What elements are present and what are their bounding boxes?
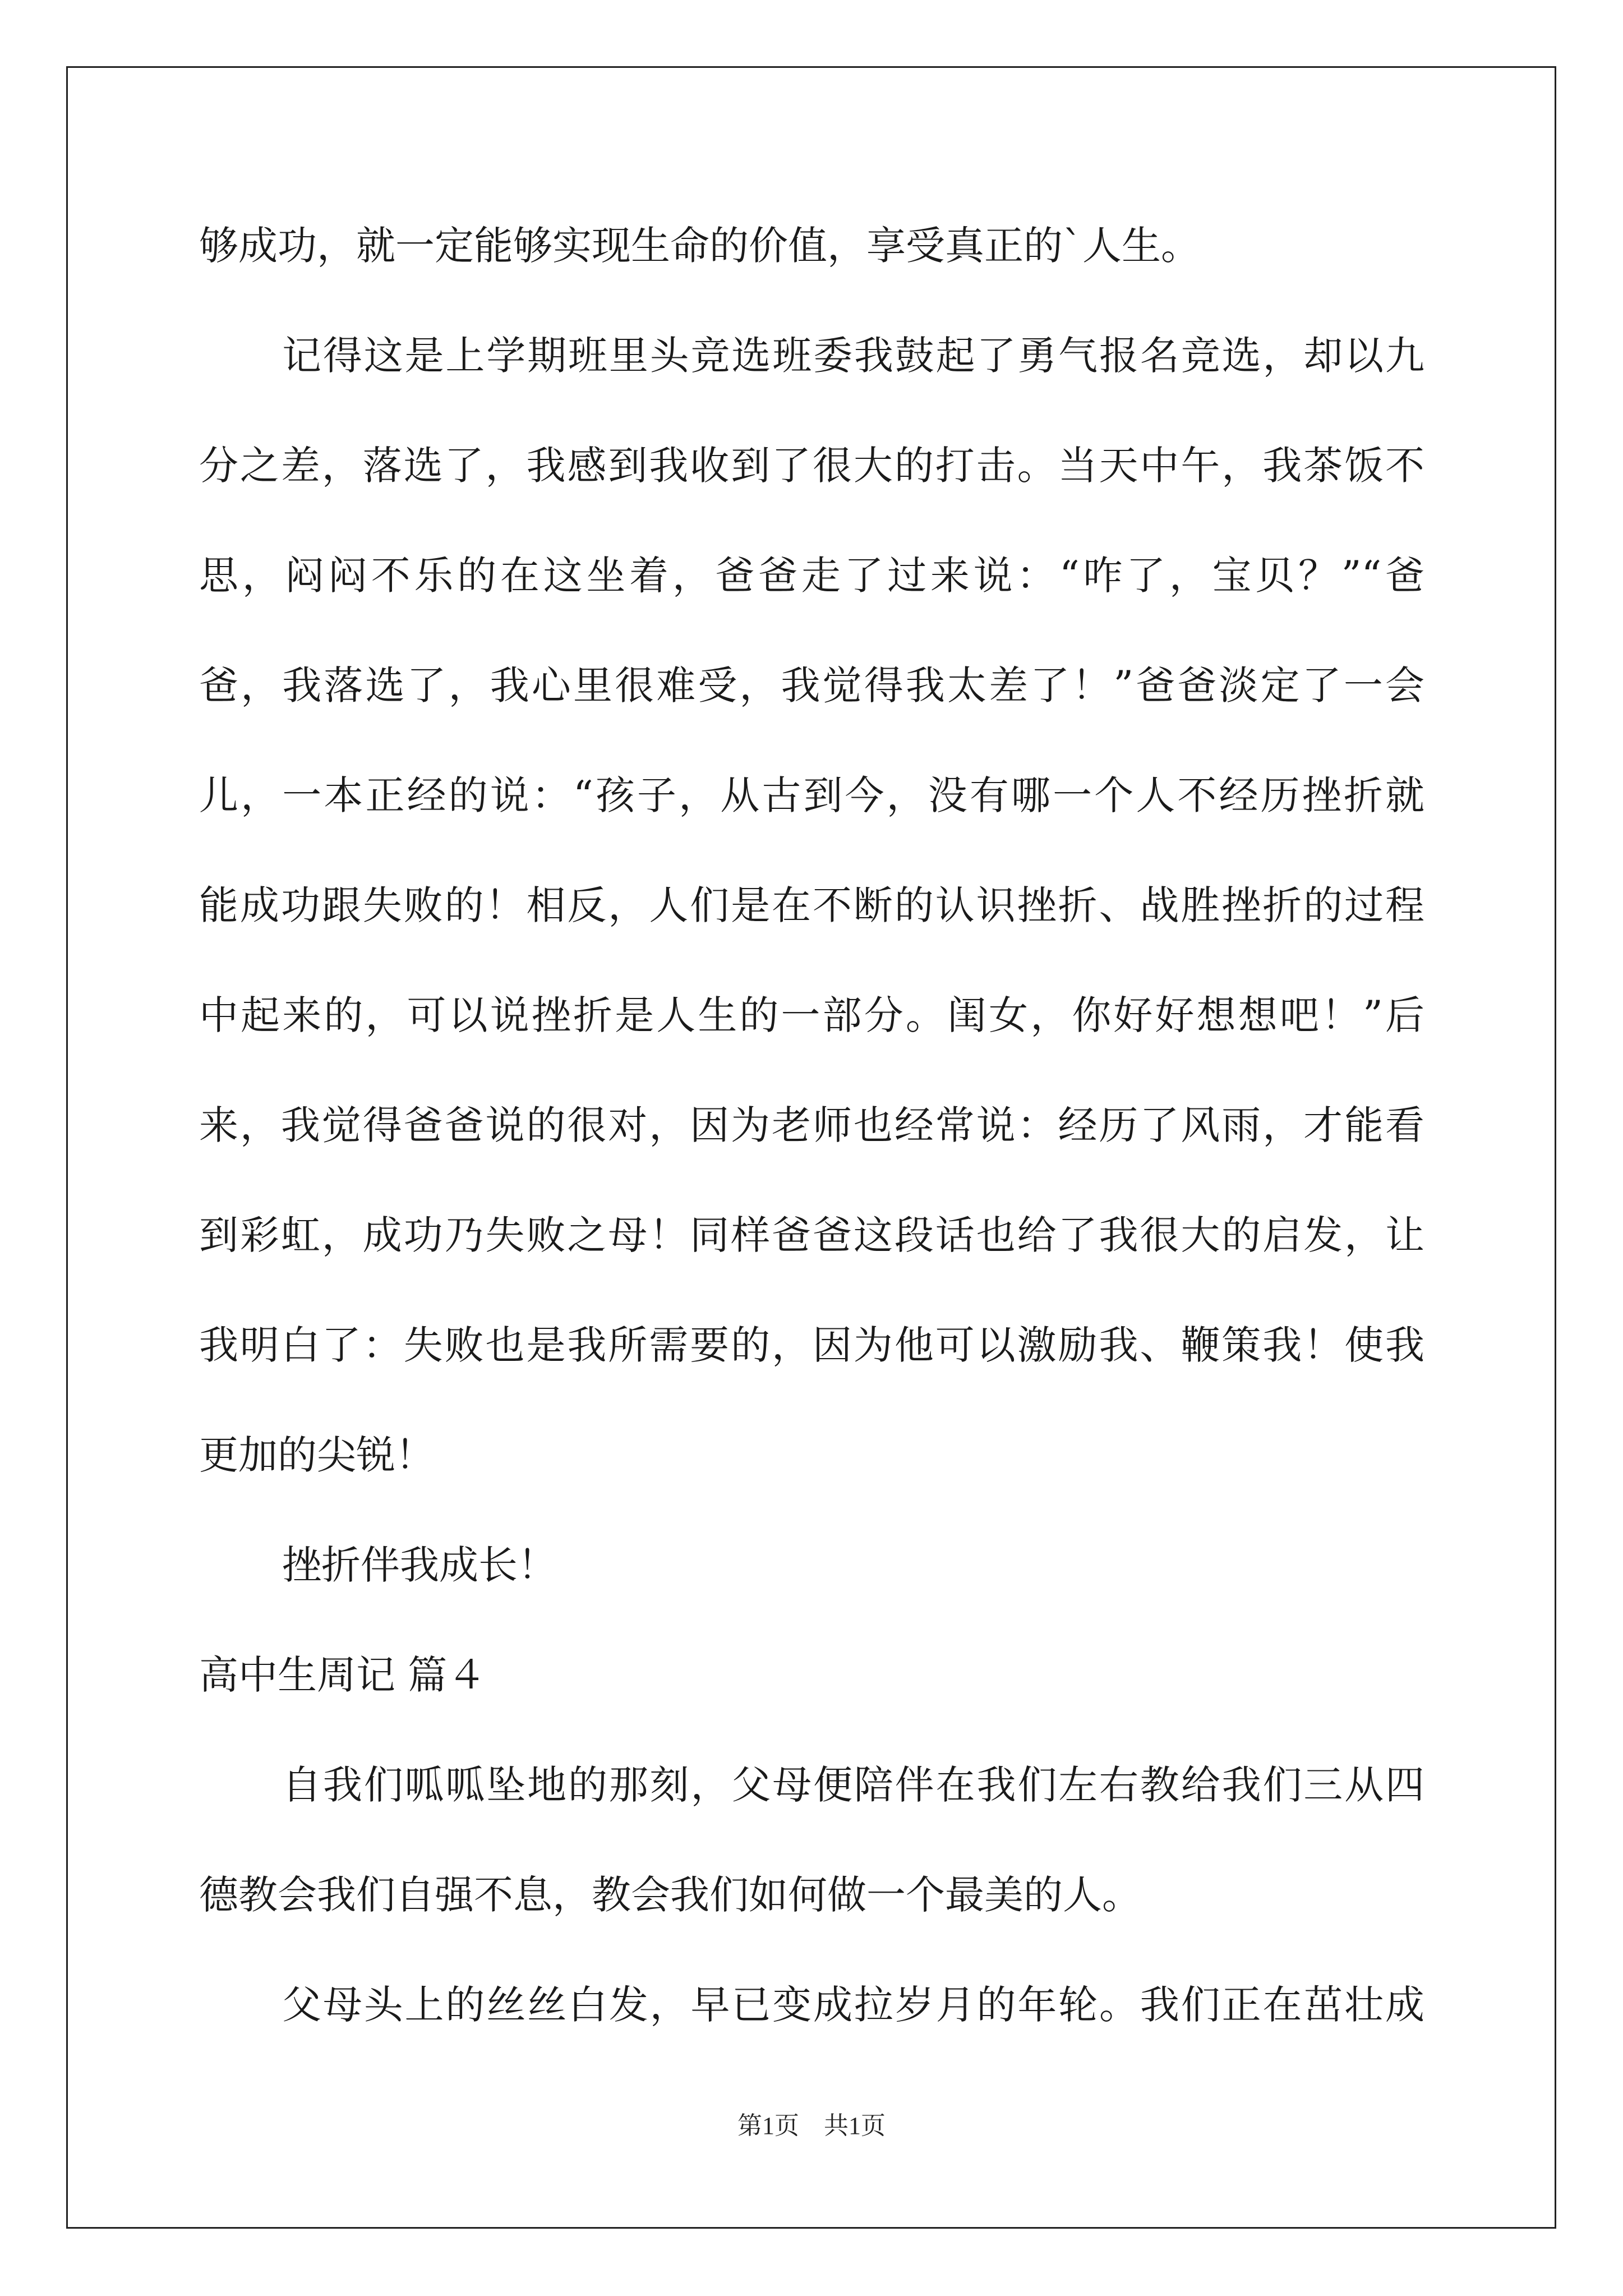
paragraph-line: 儿，一本正经的说：“孩子，从古到今，没有哪一个人不经历挫折就 [199,772,1424,818]
paragraph-line: 来，我觉得爸爸说的很对，因为老师也经常说：经历了风雨，才能看 [199,1102,1424,1148]
paragraph-line: 能成功跟失败的！相反，人们是在不断的认识挫折、战胜挫折的过程 [199,882,1424,928]
paragraph-line: 够成功，就一定能够实现生命的价值，享受真正的`人生。 [199,223,1200,269]
paragraph-line: 思，闷闷不乐的在这坐着，爸爸走了过来说：“咋了，宝贝？”“爸 [199,553,1424,599]
paragraph-line: 我明白了：失败也是我所需要的，因为他可以激励我、鞭策我！使我 [199,1322,1424,1368]
paragraph-line: 父母头上的丝丝白发，早已变成拉岁月的年轮。我们正在茁壮成 [282,1982,1424,2028]
page-footer: 第1页 共1页 [737,2112,886,2139]
paragraph-line: 更加的尖锐！ [199,1432,435,1478]
section-heading: 高中生周记 篇４ [199,1652,487,1698]
paragraph-line: 记得这是上学期班里头竞选班委我鼓起了勇气报名竞选，却以九 [282,333,1424,379]
paragraph-line: 分之差，落选了，我感到我收到了很大的打击。当天中午，我茶饭不 [199,443,1424,489]
paragraph-line: 挫折伴我成长！ [282,1542,557,1588]
paragraph-line: 德教会我们自强不息，教会我们如何做一个最美的人。 [199,1872,1141,1918]
paragraph-line: 中起来的，可以说挫折是人生的一部分。闺女，你好好想想吧！”后 [199,992,1424,1038]
paragraph-line: 自我们呱呱坠地的那刻，父母便陪伴在我们左右教给我们三从四 [282,1762,1424,1808]
paragraph-line: 到彩虹，成功乃失败之母！同样爸爸这段话也给了我很大的启发，让 [199,1212,1424,1258]
paragraph-line: 爸，我落选了，我心里很难受，我觉得我太差了！”爸爸淡定了一会 [199,662,1424,708]
